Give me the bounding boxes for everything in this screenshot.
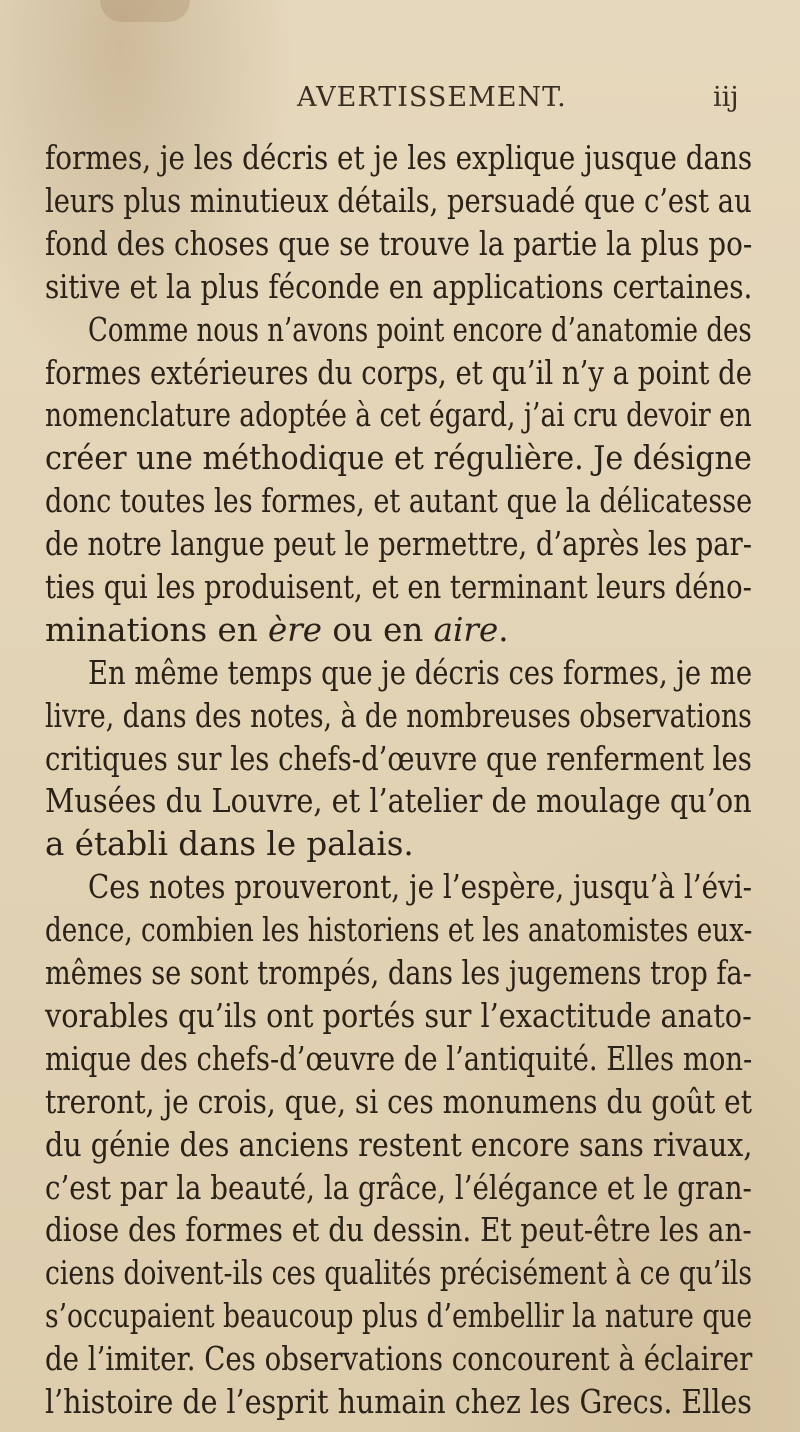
text-line: mique des chefs-d’œuvre de l’antiquité. Elles mon- <box>45 1039 753 1078</box>
text-line: Ces notes prouveront, je l’espère, jusqu’à l’évi- <box>88 868 753 907</box>
text-line: c’est par la beauté, la grâce, l’élégance et le gran- <box>45 1168 752 1207</box>
text-run: minations en <box>45 610 268 649</box>
text-line: treront, je crois, que, si ces monumens du goût et <box>45 1082 753 1121</box>
text-line: a établi dans le palais. <box>45 825 414 864</box>
text-line: l’histoire de l’esprit humain chez les Grecs. Elles <box>45 1383 752 1421</box>
text-line: du génie des anciens restent encore sans rivaux, <box>45 1125 753 1164</box>
text-run: ou en <box>322 610 434 649</box>
text-line: critiques sur les chefs-d’œuvre que renferment les <box>45 739 752 778</box>
italic-suffix-aire: aire <box>433 610 499 649</box>
text-line: Musées du Louvre, et l’atelier de moulage qu’on <box>45 782 752 821</box>
text-line: En même temps que je décris ces formes, je me <box>88 653 753 692</box>
text-line: nomenclature adoptée à cet égard, j’ai cru devoir en <box>45 396 752 435</box>
text-line: livre, dans des notes, à de nombreuses observations <box>45 696 752 735</box>
text-line: fond des choses que se trouve la partie la plus po- <box>45 224 753 263</box>
text-line: vorables qu’ils ont portés sur l’exactitude anato- <box>45 996 752 1035</box>
text-line: leurs plus minutieux détails, persuadé que c’est au <box>45 181 752 220</box>
text-line: s’occupaient beaucoup plus d’embellir la nature que <box>45 1297 753 1336</box>
text-line: créer une méthodique et régulière. Je désigne <box>45 439 752 478</box>
text-line <box>45 610 509 650</box>
text-line: ties qui les produisent, et en terminant leurs déno- <box>45 568 752 606</box>
text-line: formes, je les décris et je les explique jusque dans <box>45 139 753 177</box>
italic-suffix-ere: ère <box>267 610 322 649</box>
text-line: de l’imiter. Ces observations concourent à éclairer <box>45 1340 753 1379</box>
text-line: donc toutes les formes, et autant que la délicatesse <box>45 482 753 521</box>
text-line: ciens doivent-ils ces qualités précisément à ce qu’ils <box>45 1254 753 1293</box>
text-run: . <box>498 610 509 649</box>
text-line: Comme nous n’avons point encore d’anatomie des <box>88 310 752 349</box>
page-number: iij <box>713 82 739 113</box>
text-line: formes extérieures du corps, et qu’il n’y a point de <box>45 353 753 392</box>
text-line: de notre langue peut le permettre, d’après les par- <box>45 525 752 564</box>
text-line: mêmes se sont trompés, dans les jugemens trop fa- <box>45 954 752 992</box>
text-line: dence, combien les historiens et les anatomistes eux- <box>45 911 753 950</box>
text-line: sitive et la plus féconde en applications certaines. <box>45 267 753 306</box>
text-line: diose des formes et du dessin. Et peut-être les an- <box>45 1211 752 1250</box>
running-title: AVERTISSEMENT. <box>297 82 567 113</box>
